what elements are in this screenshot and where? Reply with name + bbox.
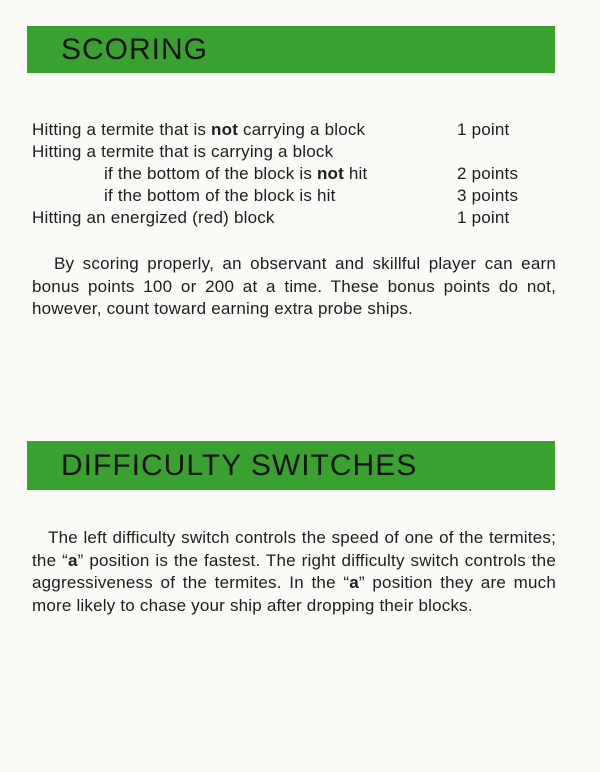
scoring-banner [27,26,555,73]
difficulty-banner [27,441,555,490]
score-row-description: if the bottom of the block is not hit [104,164,368,183]
score-row-energized-block [32,207,552,229]
score-row-termite-with-block [32,141,552,163]
score-row-termite-no-block [32,119,552,141]
scoring-table [32,119,552,229]
score-row-block-bottom-hit [32,185,552,207]
score-row-block-bottom-not-hit [32,163,552,185]
score-row-description: Hitting an energized (red) block [32,208,275,227]
score-row-description: Hitting a termite that is carrying a block [32,142,334,161]
score-row-description: Hitting a termite that is not carrying a block [32,120,366,139]
score-row-description: if the bottom of the block is hit [104,186,336,205]
bonus-points-paragraph: By scoring properly, an observant and skillful player can earn bonus points 100 or 200 at a time. These bonus points do not, however, count toward earning extra probe ships. [32,254,556,318]
difficulty-paragraph: The left difficulty switch controls the speed of one of the termites; the “a” position is the fastest. The right difficulty switch controls the aggressiveness of the termites. In the “a” position they are much more likely to chase your ship after dropping their blocks. [32,528,556,615]
score-row-points: 1 point [457,120,510,139]
score-row-points: 1 point [457,208,510,227]
difficulty-heading: DIFFICULTY SWITCHES [61,449,418,482]
score-row-points: 2 points [457,164,519,183]
score-row-points: 3 points [457,186,519,205]
scoring-heading: SCORING [61,33,209,66]
